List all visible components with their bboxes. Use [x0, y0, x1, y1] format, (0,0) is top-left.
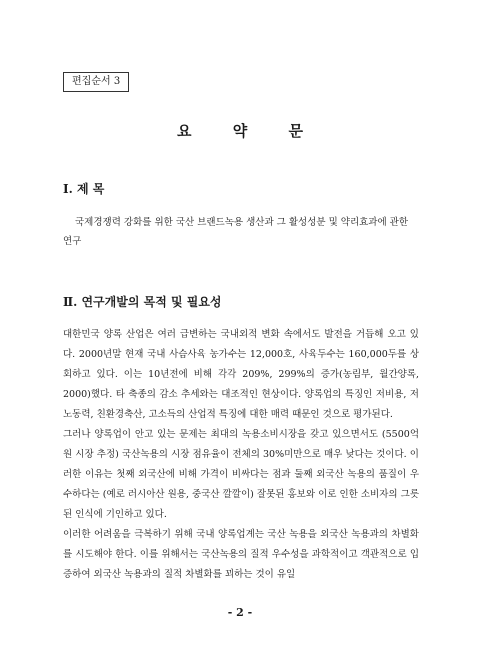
edit-order-tag: 편집순서 3: [63, 72, 129, 92]
page-number: - 2 -: [227, 606, 253, 619]
research-title-line-2: 연구: [63, 236, 82, 247]
purpose-body: [63, 325, 419, 585]
section-heading-title: Ⅰ. 제 목: [63, 182, 105, 196]
purpose-paragraph-3: 이러한 어려움을 극복하기 위해 국내 양록업계는 국산 녹용을 외국산 녹용과의 차별화를 시도해야 한다. 이를 위해서는 국산녹용의 질적 우수성을 과학적이고 객관적으로 입증하여 외국산 녹용과의 질적 차별화를 꾀하는 것이 유일: [63, 529, 419, 580]
purpose-paragraph-1: 대한민국 양록 산업은 여러 급변하는 국내외적 변화 속에서도 발전을 거듭해 오고 있다. 2000년말 현재 국내 사슴사육 농가수는 12,000호, 사육두수는 160,000두를 상회하고 있다. 이는 10년전에 비해 각각 209%, 299%의 증가(농림부, 월간양록, 2000)했다. 타 축종의 감소 추세와는 대조적인 현상이다. 양록업의 특징인 저비용, 저노동력, 친환경축산, 고소득의 산업적 특징에 대한 매력 때문인 것으로 평가된다.: [63, 329, 419, 420]
section-heading-purpose: Ⅱ. 연구개발의 목적 및 필요성: [63, 295, 222, 309]
research-title-text: [63, 213, 417, 251]
research-title-line-1: 국제경쟁력 강화를 위한 국산 브랜드녹용 생산과 그 활성성분 및 약리효과에 관한: [75, 217, 409, 228]
purpose-paragraph-2: 그러나 양록업이 안고 있는 문제는 최대의 녹용소비시장을 갖고 있으면서도 (5500억원 시장 추정) 국산녹용의 시장 점유율이 전체의 30%미만으로 매우 낮다는 것이다. 이러한 이유는 첫째 외국산에 비해 가격이 비싸다는 점과 둘째 외국산 녹용의 품질이 우수하다는 (예로 러시아산 원용, 중국산 깔깔이) 잘못된 홍보와 이로 인한 소비자의 그릇된 인식에 기인하고 있다.: [63, 429, 419, 520]
page-title: 요 약 문: [177, 122, 321, 140]
